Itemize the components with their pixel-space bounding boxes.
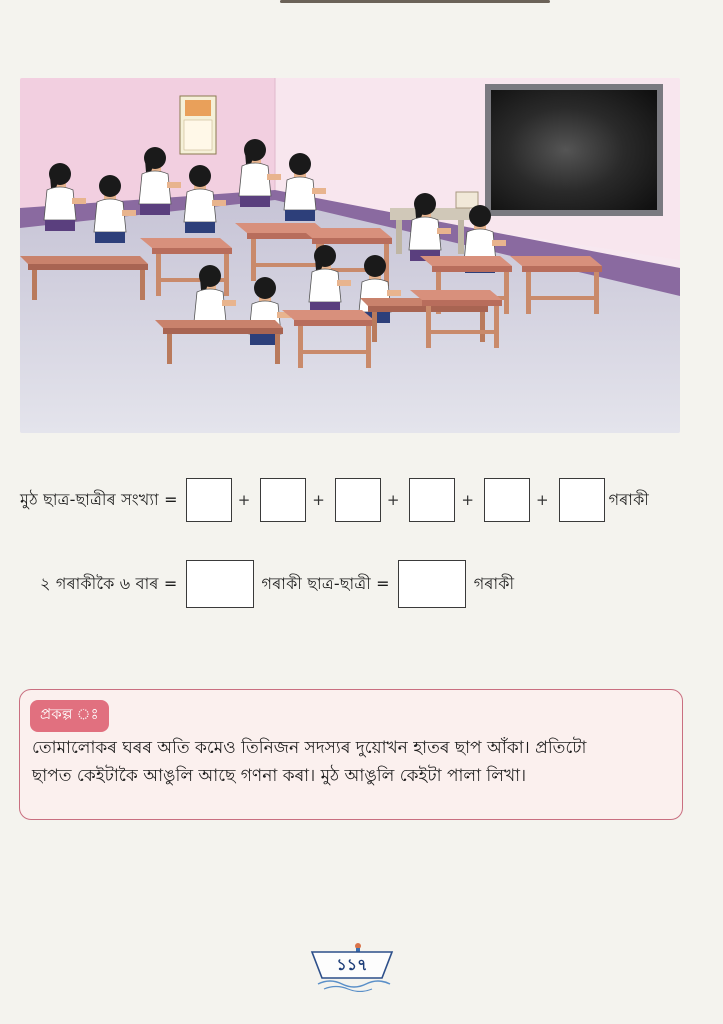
unit-label: গৰাকী [608,489,650,509]
answer-box-6[interactable] [559,478,605,522]
answer-box-5[interactable] [484,478,530,522]
project-instructions [32,734,672,790]
page-top-edge [280,0,550,3]
plus-sign: + [386,491,400,509]
plus-sign: + [536,491,549,509]
classroom-illustration [20,78,680,433]
answer-box-4[interactable] [409,478,455,522]
project-box [19,689,683,820]
page-number: ১১৭ [336,955,368,974]
answer-box-students[interactable] [398,560,466,608]
multiplication-equation [40,558,514,610]
project-tag: প্ৰকল্প ঃ [30,700,109,732]
unit-label: গৰাকী [473,573,515,593]
total-students-label: মুঠ ছাত্ৰ-ছাত্ৰীৰ সংখ্যা = [20,489,178,509]
multiplication-label: ২ গৰাকীকৈ ৬ বাৰ = [40,573,178,593]
students-label: গৰাকী ছাত্ৰ-ছাত্ৰী = [261,573,390,593]
answer-box-1[interactable] [186,478,232,522]
total-students-equation [20,476,649,524]
answer-box-2[interactable] [260,478,306,522]
page-number-boat [308,938,396,992]
plus-sign: + [312,491,325,509]
plus-sign: + [461,491,474,509]
project-line-1: তোমালোকৰ ঘৰৰ অতি কমেও তিনিজন সদস্যৰ দুয়োখন হাতৰ ছাপ আঁকা। প্ৰতিটো [32,738,587,758]
answer-box-product[interactable] [186,560,254,608]
project-line-2: ছাপত কেইটাকৈ আঙুলি আছে গণনা কৰা। মুঠ আঙুলি কেইটা পালা লিখা। [32,766,527,786]
answer-box-3[interactable] [335,478,381,522]
plus-sign: + [237,491,251,509]
